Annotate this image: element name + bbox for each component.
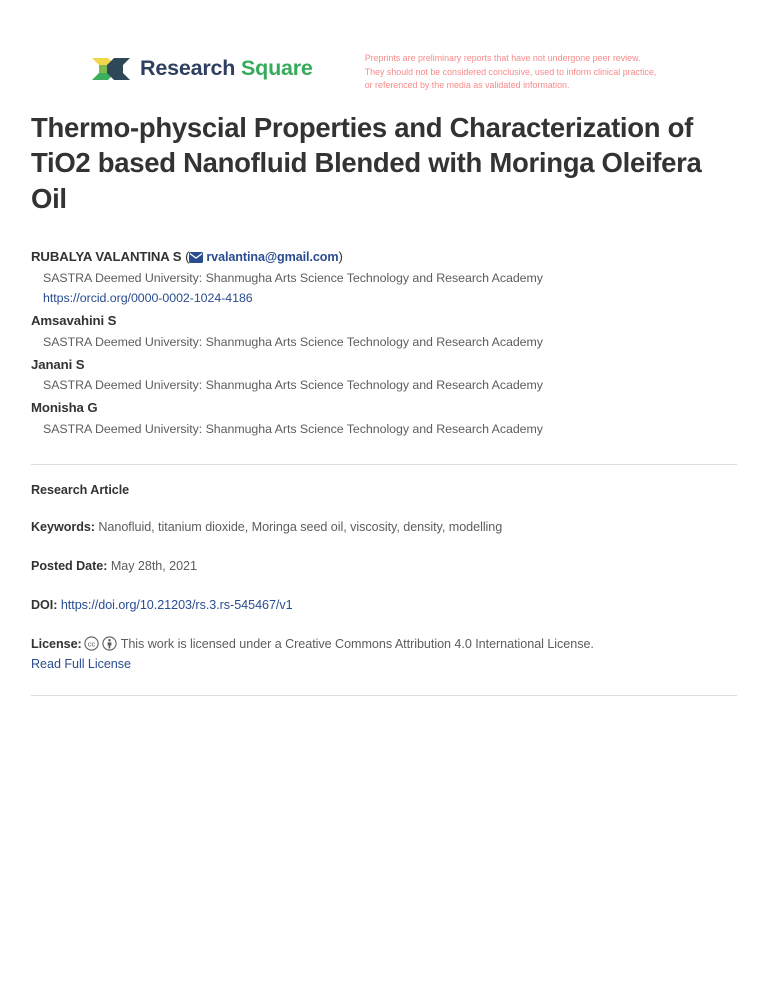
author-entry xyxy=(31,354,737,396)
author-entry xyxy=(31,246,737,308)
author-email-text: rvalantina@gmail.com xyxy=(206,250,339,265)
author-entry xyxy=(31,310,737,352)
author-affiliation: SASTRA Deemed University: Shanmugha Arts Science Technology and Research Academy xyxy=(43,421,543,436)
research-square-wordmark xyxy=(140,58,313,80)
author-affiliation: SASTRA Deemed University: Shanmugha Arts Science Technology and Research Academy xyxy=(43,270,543,285)
divider-bottom xyxy=(31,695,737,696)
metadata-section xyxy=(31,465,737,673)
creative-commons-icons xyxy=(84,636,118,651)
keywords-label: Keywords: xyxy=(31,520,95,535)
doi-row xyxy=(31,596,737,615)
author-affiliation: SASTRA Deemed University: Shanmugha Arts Science Technology and Research Academy xyxy=(43,334,543,349)
disclaimer-line-1: Preprints are preliminary reports that have not undergone peer review. xyxy=(364,53,641,63)
author-affiliation: SASTRA Deemed University: Shanmugha Arts Science Technology and Research Academy xyxy=(43,378,543,393)
keywords-value: Nanofluid, titanium dioxide, Moringa seed oil, viscosity, density, modelling xyxy=(94,520,503,535)
research-square-brand[interactable] xyxy=(91,54,313,84)
doi-label: DOI: xyxy=(31,597,58,612)
posted-date-value: May 28th, 2021 xyxy=(107,558,197,573)
author-name: Monisha G xyxy=(31,400,98,416)
author-orcid-link[interactable]: https://orcid.org/0000-0002-1024-4186 xyxy=(43,291,253,306)
paren-close: ) xyxy=(338,249,343,265)
author-entry xyxy=(31,397,737,439)
posted-date-row xyxy=(31,557,737,576)
author-name xyxy=(31,246,737,267)
posted-date-label: Posted Date: xyxy=(31,558,108,573)
disclaimer-line-2: They should not be considered conclusive, used to inform clinical practice, xyxy=(364,66,657,77)
author-name: Amsavahini S xyxy=(31,313,117,329)
author-name-text: RUBALYA VALANTINA S xyxy=(31,249,182,265)
author-email-link[interactable] xyxy=(189,250,338,264)
page-header xyxy=(31,0,737,96)
license-label: License: xyxy=(31,636,82,651)
author-name: Janani S xyxy=(31,356,85,372)
license-text: This work is licensed under a Creative Commons Attribution 4.0 International License. xyxy=(120,636,594,651)
page-title: Thermo-physcial Properties and Characterization of TiO2 based Nanofluid Blended with Moringa Oleifera Oil xyxy=(31,112,702,214)
paren-open: ( xyxy=(185,249,190,265)
read-full-license-link[interactable]: Read Full License xyxy=(31,656,131,671)
doi-link[interactable]: https://doi.org/10.21203/rs.3.rs-545467/v1 xyxy=(60,597,293,612)
disclaimer-line-3: or referenced by the media as validated information. xyxy=(364,80,570,91)
creative-commons-by-icon xyxy=(103,637,116,650)
keywords-row xyxy=(31,518,737,537)
research-square-logo-icon xyxy=(91,54,131,84)
article-type-label: Research Article xyxy=(31,483,130,498)
creative-commons-icon xyxy=(85,637,98,650)
brand-word-research: Research xyxy=(140,56,236,81)
author-list xyxy=(31,246,737,439)
svg-text:cc: cc xyxy=(87,639,95,649)
author-email-wrap xyxy=(185,249,343,264)
envelope-icon xyxy=(189,252,203,263)
license-row xyxy=(31,635,737,674)
brand-word-square: Square xyxy=(241,56,313,81)
preprint-disclaimer xyxy=(365,52,657,93)
